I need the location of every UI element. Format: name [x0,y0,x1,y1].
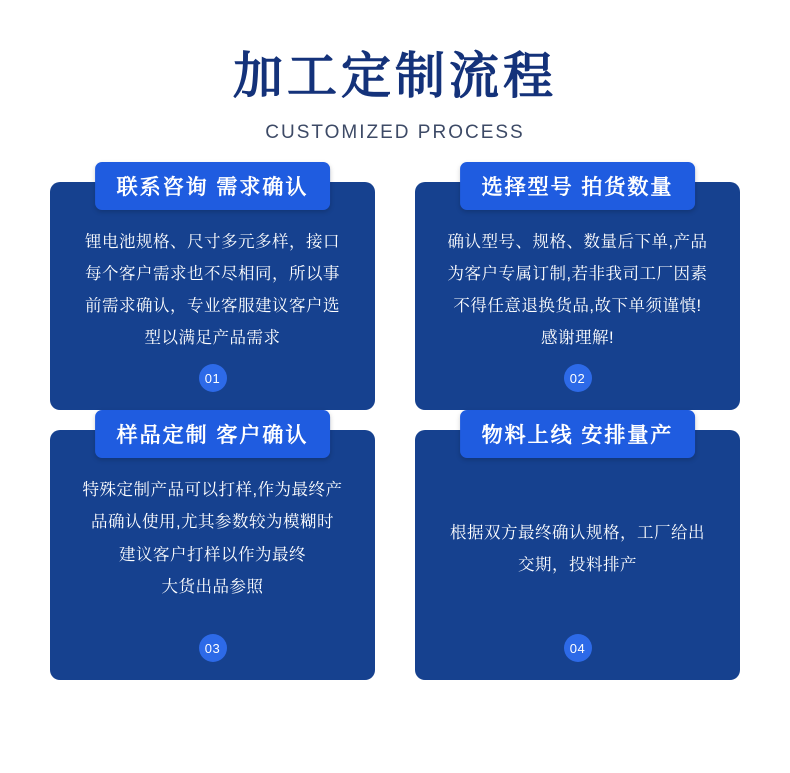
process-step-card-1 [50,175,375,411]
step-body-line: 确认型号、规格、数量后下单,产品 [447,232,708,251]
step-badge-3: 样品定制 客户确认 [95,410,331,458]
step-body-4 [450,474,705,624]
step-number-1: 01 [199,364,227,392]
step-body-line: 交期，投料排产 [518,556,637,575]
process-step-card-4 [415,424,740,680]
process-step-card-3 [50,424,375,680]
page-header [0,0,790,144]
step-body-line: 型以满足产品需求 [144,329,281,348]
page-subtitle: CUSTOMIZED PROCESS [265,121,525,143]
step-body-line: 品确认使用,尤其参数较为模糊时 [90,513,335,532]
step-body-1 [85,226,340,355]
step-body-line: 每个客户需求也不尽相同，所以事 [85,264,340,283]
step-body-line: 前需求确认，专业客服建议客户选 [85,296,340,315]
page-title: 加工定制流程 [233,48,557,104]
step-body-line: 特殊定制产品可以打样,作为最终产 [82,481,343,500]
step-body-line: 锂电池规格、尺寸多元多样，接口 [85,232,340,251]
step-body-3 [82,474,342,624]
step-body-line: 为客户专属订制,若非我司工厂因素 [447,264,708,283]
step-body-line: 大货出品参照 [161,577,264,596]
step-number-4: 04 [564,634,592,662]
step-badge-2: 选择型号 拍货数量 [460,162,696,210]
step-number-3: 03 [199,634,227,662]
step-body-line: 根据双方最终确认规格，工厂给出 [450,524,705,543]
process-step-card-2 [415,175,740,411]
step-body-line: 感谢理解! [540,329,615,348]
step-body-line: 不得任意退换货品,故下单须谨慎! [453,296,702,315]
step-badge-1: 联系咨询 需求确认 [95,162,331,210]
step-badge-4: 物料上线 安排量产 [460,410,696,458]
step-number-2: 02 [564,364,592,392]
step-body-2 [447,226,707,355]
step-body-line: 建议客户打样以作为最终 [119,545,306,564]
process-step-grid [0,175,790,681]
